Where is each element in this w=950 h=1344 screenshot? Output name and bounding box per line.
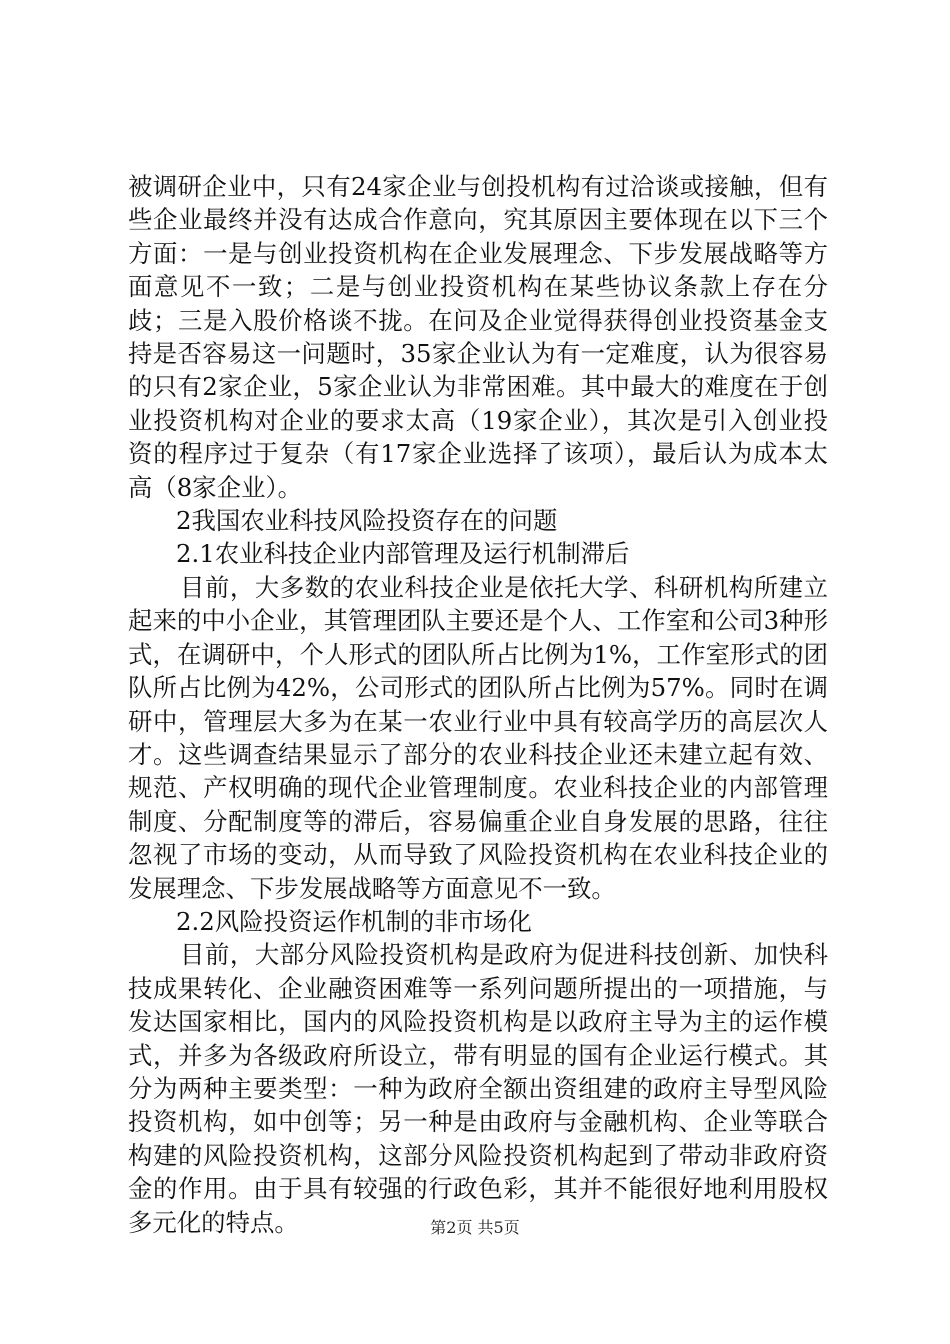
subsection-heading-2-2: 2.2风险投资运作机制的非市场化 <box>176 906 532 936</box>
page-footer: 第2页 共5页 <box>430 1218 520 1237</box>
document-body <box>128 170 828 1239</box>
paragraph-operation-mechanism: 目前，大部分风险投资机构是政府为促进科技创新、加快科技成果转化、企业融资困难等一系列问题所提出的一项措施，与发达国家相比，国内的风险投资机构是以政府主导为主的运作模式，并多为各级政府所设立，带有明显的国有企业运行模式。其分为两种主要类型：一种为政府全额出资组建的政府主导型风险投资机构，如中创等；另一种是由政府与金融机构、企业等联合构建的风险投资机构，这部分风险投资机构起到了带动非政府资金的作用。由于具有较强的行政色彩，其并不能很好地利用股权多元化的特点。 <box>128 940 828 1237</box>
paragraph-internal-management: 目前，大多数的农业科技企业是依托大学、科研机构所建立起来的中小企业，其管理团队主要还是个人、工作室和公司3种形式，在调研中，个人形式的团队所占比例为1%，工作室形式的团队所占比例为42%，公司形式的团队所占比例为57%。同时在调研中，管理层大多为在某一农业行业中具有较高学历的高层次人才。这些调查结果显示了部分的农业科技企业还未建立起有效、规范、产权明确的现代企业管理制度。农业科技企业的内部管理制度、分配制度等的滞后，容易偏重企业自身发展的思路，往往忽视了市场的变动，从而导致了风险投资机构在农业科技企业的发展理念、下步发展战略等方面意见不一致。 <box>128 572 828 903</box>
paragraph-survey-results: 被调研企业中，只有24家企业与创投机构有过洽谈或接触，但有些企业最终并没有达成合作意向，究其原因主要体现在以下三个方面：一是与创业投资机构在企业发展理念、下步发展战略等方面意见不一致；二是与创业投资机构在某些协议条款上存在分歧；三是入股价格谈不拢。在问及企业觉得获得创业投资基金支持是否容易这一问题时，35家企业认为有一定难度，认为很容易的只有2家企业，5家企业认为非常困难。其中最大的难度在于创业投资机构对企业的要求太高（19家企业），其次是引入创业投资的程序过于复杂（有17家企业选择了该项），最后认为成本太高（8家企业）。 <box>128 172 828 502</box>
subsection-heading-2-1: 2.1农业科技企业内部管理及运行机制滞后 <box>176 539 630 569</box>
section-heading-2: 2我国农业科技风险投资存在的问题 <box>176 506 558 536</box>
